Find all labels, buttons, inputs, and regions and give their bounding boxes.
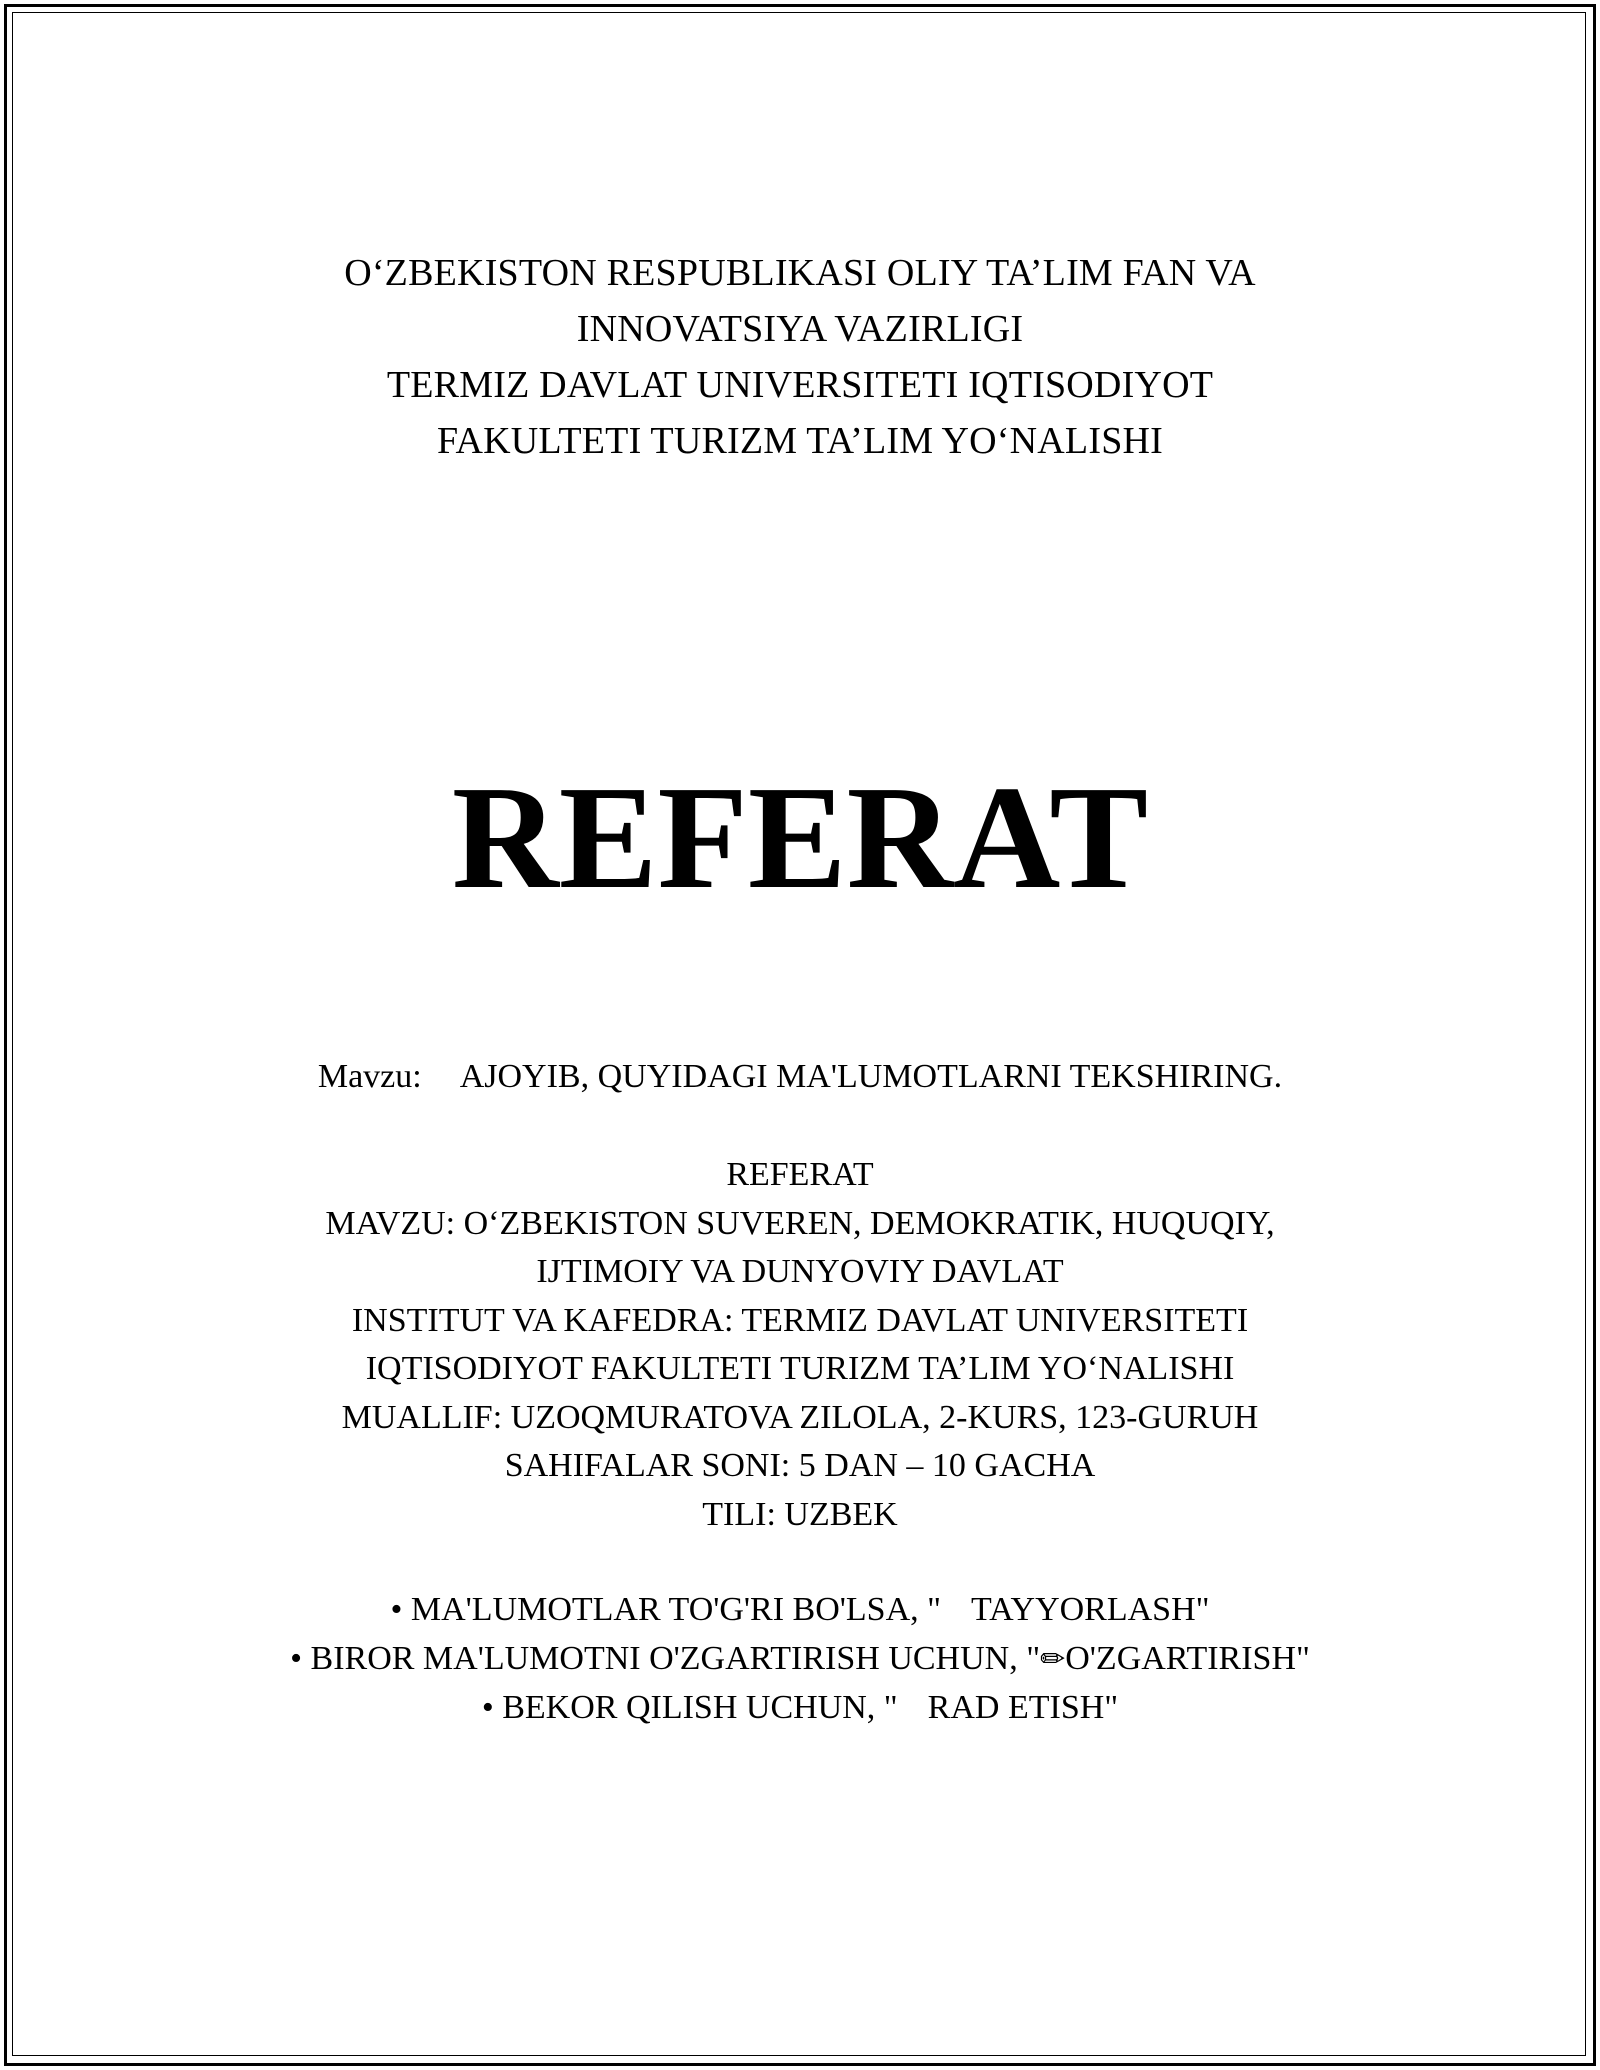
detail-line: SAHIFALAR SONI: 5 DAN – 10 GACHA	[504, 1447, 1096, 1484]
header-line: TERMIZ DAVLAT UNIVERSITETI IQTISODIYOT	[386, 364, 1214, 406]
referat-details	[0, 1151, 1600, 1539]
detail-line: MUALLIF: UZOQMURATOVA ZILOLA, 2-KURS, 123-GURUH	[341, 1398, 1259, 1436]
document-title: REFERAT	[451, 756, 1149, 920]
ministry-header	[0, 245, 1600, 469]
detail-line: MAVZU: O‘ZBEKISTON SUVEREN, DEMOKRATIK, HUQUQIY,	[325, 1204, 1275, 1242]
detail-line: IJTIMOIY VA DUNYOVIY DAVLAT	[536, 1253, 1064, 1290]
action-item-confirm	[0, 1586, 1600, 1635]
action-item-cancel	[0, 1684, 1600, 1733]
action-label: TAYYORLASH"	[971, 1591, 1210, 1628]
action-prefix: • BEKOR QILISH UCHUN, "	[481, 1689, 898, 1726]
pencil-icon: ✏	[1040, 1641, 1066, 1677]
action-prefix: • BIROR MA'LUMOTNI O'ZGARTIRISH UCHUN, "	[290, 1639, 1041, 1677]
topic-line	[0, 1052, 1600, 1102]
action-label: RAD ETISH"	[927, 1689, 1119, 1726]
action-label: O'ZGARTIRISH"	[1065, 1639, 1310, 1677]
detail-line: INSTITUT VA KAFEDRA: TERMIZ DAVLAT UNIVERSITETI	[351, 1301, 1249, 1339]
action-prefix: • MA'LUMOTLAR TO'G'RI BO'LSA, "	[390, 1591, 942, 1628]
header-line: O‘ZBEKISTON RESPUBLIKASI OLIY TA’LIM FAN VA	[344, 252, 1256, 294]
topic-label: Mavzu:	[317, 1058, 422, 1095]
detail-line: TILI: UZBEK	[702, 1495, 898, 1533]
topic-value: AJOYIB, QUYIDAGI MA'LUMOTLARNI TEKSHIRING.	[459, 1058, 1283, 1095]
action-item-edit	[0, 1635, 1600, 1685]
action-instructions	[0, 1586, 1600, 1733]
detail-line: REFERAT	[726, 1156, 874, 1193]
detail-line: IQTISODIYOT FAKULTETI TURIZM TA’LIM YO‘NALISHI	[365, 1350, 1235, 1387]
header-line: INNOVATSIYA VAZIRLIGI	[576, 308, 1024, 350]
header-line: FAKULTETI TURIZM TA’LIM YO‘NALISHI	[436, 420, 1164, 462]
